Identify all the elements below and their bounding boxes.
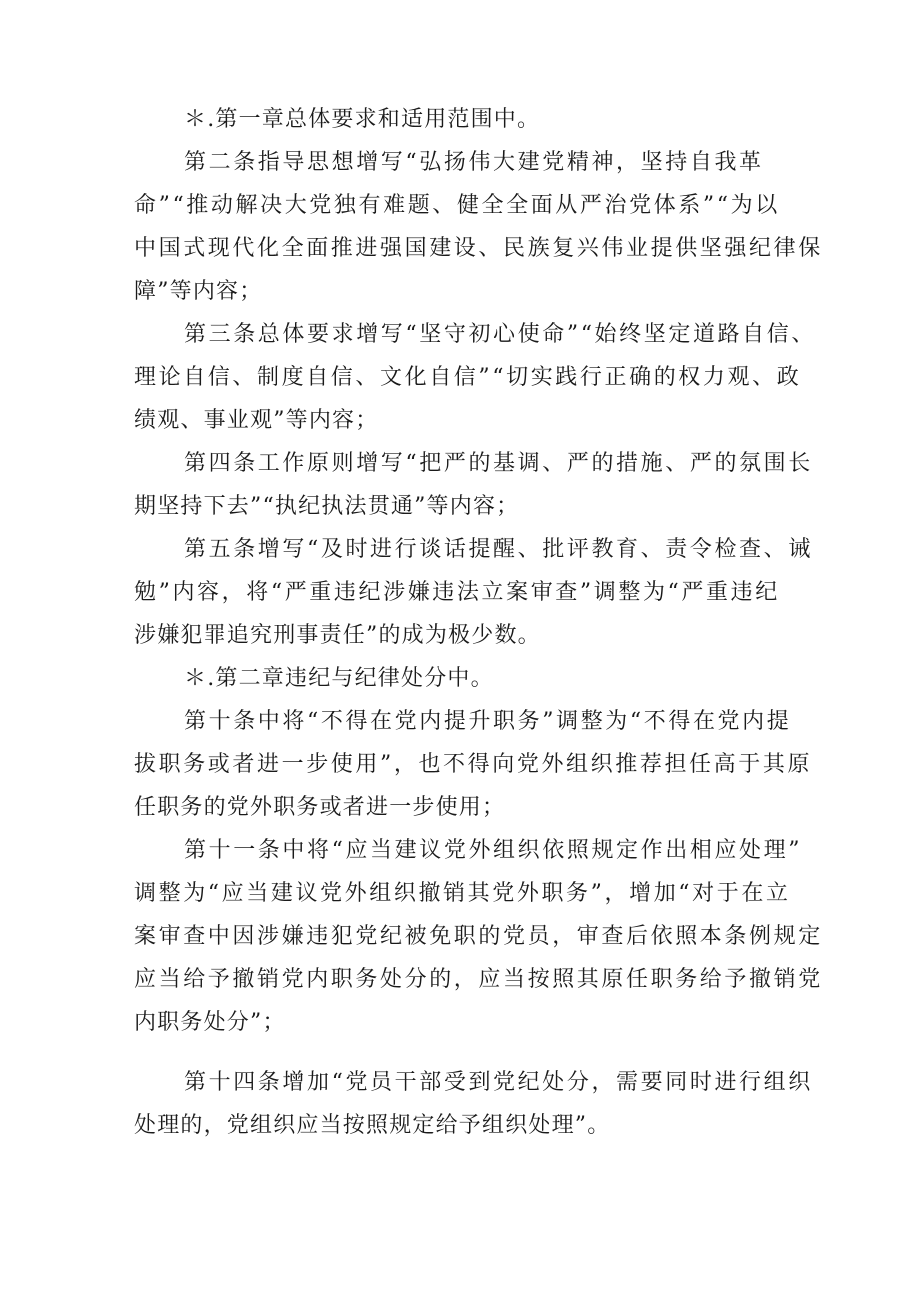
paragraph-line: 第二条指导思想增写“弘扬伟大建党精神，坚持自我革 — [184, 150, 764, 175]
paragraph-line: 调整为“应当建议党外组织撤销其党外职务”，增加“对于在立 — [134, 881, 791, 906]
paragraph-line: 期坚持下去”“执纪执法贯通”等内容； — [134, 494, 520, 519]
paragraph-line: 案审查中因涉嫌违犯党纪被免职的党员，审查后依照本条例规定 — [134, 924, 823, 949]
paragraph-line: 内职务处分”； — [134, 1010, 286, 1035]
paragraph-line: 第四条工作原则增写“把严的基调、严的措施、严的氛围长 — [184, 451, 813, 476]
section-heading-chapter-2: ＊.第二章违纪与纪律处分中。 — [184, 666, 494, 691]
paragraph-line: 第十一条中将“应当建议党外组织依照规定作出相应处理” — [184, 838, 803, 863]
paragraph-line: 任职务的党外职务或者进一步使用； — [134, 795, 506, 820]
paragraph-line: 勉”内容，将“严重违纪涉嫌违法立案审查”调整为“严重违纪 — [134, 580, 780, 605]
paragraph-line: 涉嫌犯罪追究刑事责任”的成为极少数。 — [134, 623, 541, 648]
paragraph-line: 命”“推动解决大党独有难题、健全全面从严治党体系”“为以 — [134, 193, 780, 218]
paragraph-line: 第十条中将“不得在党内提升职务”调整为“不得在党内提 — [184, 709, 792, 734]
paragraph-line: 第五条增写“及时进行谈话提醒、批评教育、责令检查、诫 — [184, 537, 813, 562]
paragraph-line: 处理的，党组织应当按照规定给予组织处理”。 — [134, 1113, 611, 1138]
paragraph-line: 第三条总体要求增写“坚守初心使命”“始终坚定道路自信、 — [184, 322, 816, 347]
section-heading-chapter-1: ＊.第一章总体要求和适用范围中。 — [184, 107, 541, 132]
paragraph-line: 中国式现代化全面推进强国建设、民族复兴伟业提供坚强纪律保 — [134, 236, 823, 261]
paragraph-line: 绩观、事业观”等内容； — [134, 408, 379, 433]
paragraph-line: 拔职务或者进一步使用”，也不得向党外组织推荐担任高于其原 — [134, 752, 813, 777]
paragraph-line: 应当给予撤销党内职务处分的，应当按照其原任职务给予撤销党 — [134, 967, 823, 992]
paragraph-line: 第十四条增加“党员干部受到党纪处分，需要同时进行组织 — [184, 1070, 813, 1095]
paragraph-line: 理论自信、制度自信、文化自信”“切实践行正确的权力观、政 — [134, 365, 802, 390]
paragraph-line: 障”等内容； — [134, 279, 263, 304]
